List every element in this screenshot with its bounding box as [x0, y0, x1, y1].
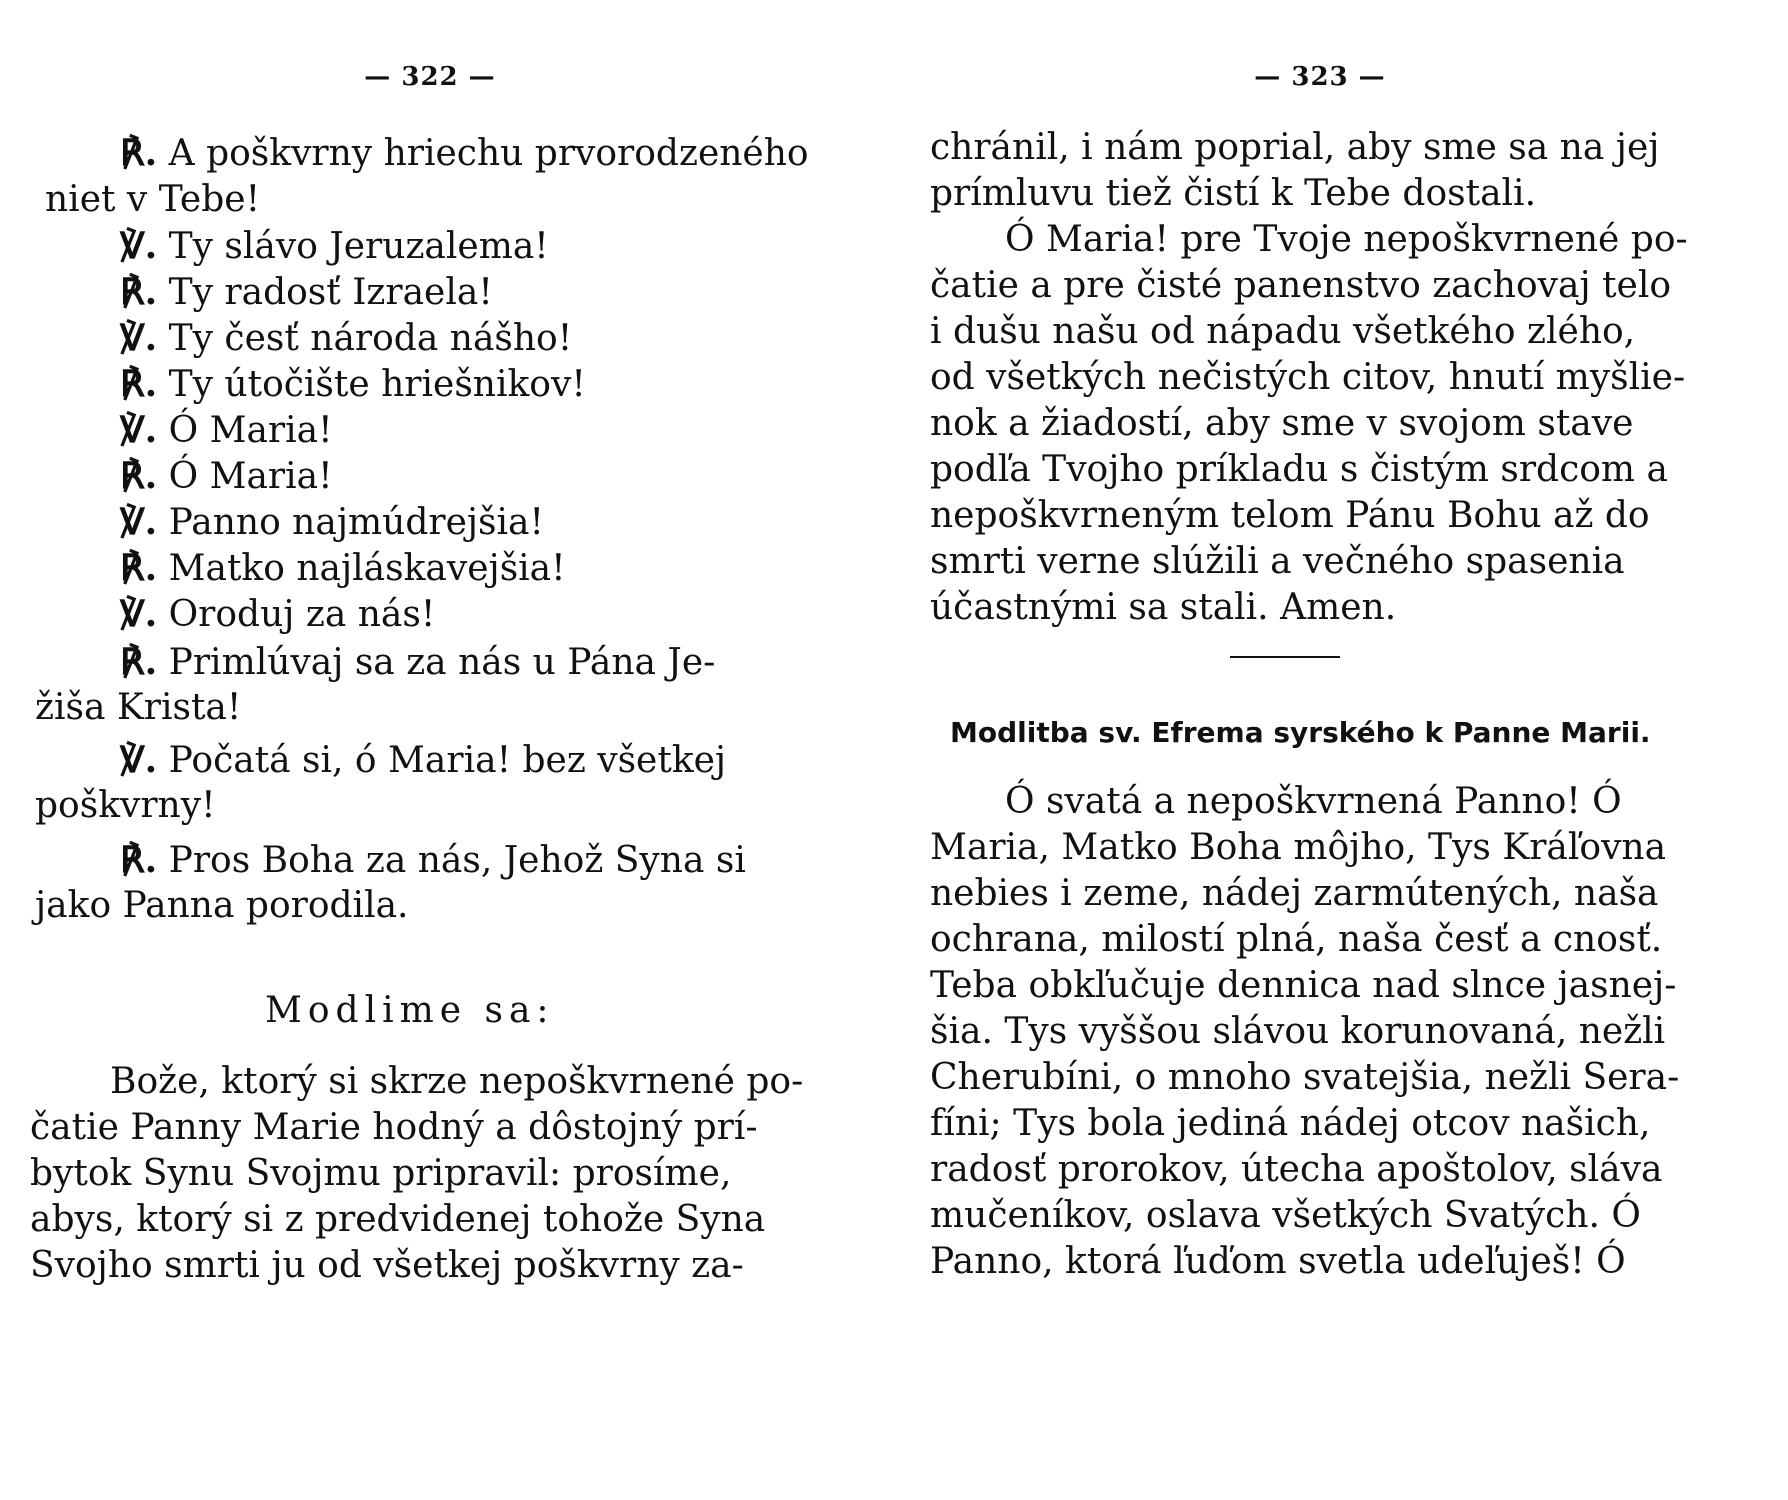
text-line: Cherubíni, o mnoho svatejšia, nežli Sera- [930, 1057, 1680, 1098]
text-line: šia. Tys vyššou slávou korunovaná, nežli [930, 1011, 1666, 1052]
text-line: chránil, i nám poprial, aby sme sa na jej [930, 127, 1660, 168]
text-line: Maria, Matko Boha môjho, Tys Kráľovna [930, 827, 1667, 868]
text-line: podľa Tvojho príkladu s čistým srdcom a [930, 449, 1668, 490]
text-line: účastnými sa stali. Amen. [930, 587, 1397, 628]
response-line: ℣. Panno najmúdrejšia! [120, 501, 544, 543]
prayer-line: Bože, ktorý si skrze nepoškvrnené po- [110, 1061, 804, 1102]
response-line: niet v Tebe! [45, 179, 261, 220]
text-line: Ó Maria! pre Tvoje nepoškvrnené po- [1005, 219, 1688, 260]
text-line: nepoškvrneným telom Pánu Bohu až do [930, 495, 1650, 536]
section-title: Modlitba sv. Efrema syrského k Panne Marii. [950, 716, 1651, 749]
response-line: žiša Krista! [35, 687, 242, 728]
text-line: smrti verne slúžili a večného spasenia [930, 541, 1625, 582]
text-line: Panno, ktorá ľuďom svetla udeľuješ! Ó [930, 1241, 1626, 1282]
text-line: čatie a pre čisté panenstvo zachovaj telo [930, 265, 1672, 306]
response-line: ℟. Ty radosť Izraela! [120, 271, 493, 313]
response-line: ℣. Ty slávo Jeruzalema! [120, 225, 549, 267]
response-line: ℟. Ty útočište hriešnikov! [120, 363, 586, 405]
prayer-line: abys, ktorý si z predvidenej tohože Syna [30, 1199, 766, 1240]
prayer-line: čatie Panny Marie hodný a dôstojný prí- [30, 1107, 758, 1148]
response-line: ℣. Počatá si, ó Maria! bez všetkej [120, 739, 727, 781]
text-line: radosť prorokov, útecha apoštolov, sláva [930, 1149, 1663, 1190]
page-number-left: — 322 — [364, 62, 496, 92]
response-line: poškvrny! [35, 785, 216, 826]
section-divider [1230, 656, 1340, 658]
text-line: i dušu našu od nápadu všetkého zlého, [930, 311, 1636, 352]
left-page [0, 0, 880, 1500]
response-line: ℣. Ó Maria! [120, 409, 333, 451]
text-line: nebies i zeme, nádej zarmútených, naša [930, 873, 1659, 914]
response-line: ℟. Ó Maria! [120, 455, 333, 497]
response-line: jako Panna porodila. [35, 885, 409, 926]
text-line: Ó svatá a nepoškvrnená Panno! Ó [1005, 781, 1622, 822]
response-line: ℟. Pros Boha za nás, Jehož Syna si [120, 839, 746, 881]
response-line: ℟. Primlúvaj sa za nás u Pána Je- [120, 641, 716, 683]
response-line: ℣. Oroduj za nás! [120, 593, 436, 635]
text-line: ochrana, milostí plná, naša česť a cnosť. [930, 919, 1663, 960]
text-line: prímluvu tiež čistí k Tebe dostali. [930, 173, 1537, 214]
page-number-right: — 323 — [1254, 62, 1386, 92]
prayer-line: Svojho smrti ju od všetkej poškvrny za- [30, 1245, 744, 1286]
prayer-heading: Modlime sa: [265, 990, 555, 1031]
text-line: od všetkých nečistých citov, hnutí myšlie- [930, 357, 1686, 398]
response-line: ℟. A poškvrny hriechu prvorodzeného [120, 132, 809, 174]
response-line: ℟. Matko najláskavejšia! [120, 547, 566, 589]
prayer-line: bytok Synu Svojmu pripravil: prosíme, [30, 1153, 732, 1194]
text-line: nok a žiadostí, aby sme v svojom stave [930, 403, 1634, 444]
text-line: mučeníkov, oslava všetkých Svatých. Ó [930, 1195, 1641, 1236]
text-line: Teba obkľučuje dennica nad slnce jasnej- [930, 965, 1677, 1006]
right-page [930, 0, 1788, 1500]
response-line: ℣. Ty česť národa nášho! [120, 317, 573, 359]
text-line: fíni; Tys bola jediná nádej otcov našich, [930, 1103, 1651, 1144]
